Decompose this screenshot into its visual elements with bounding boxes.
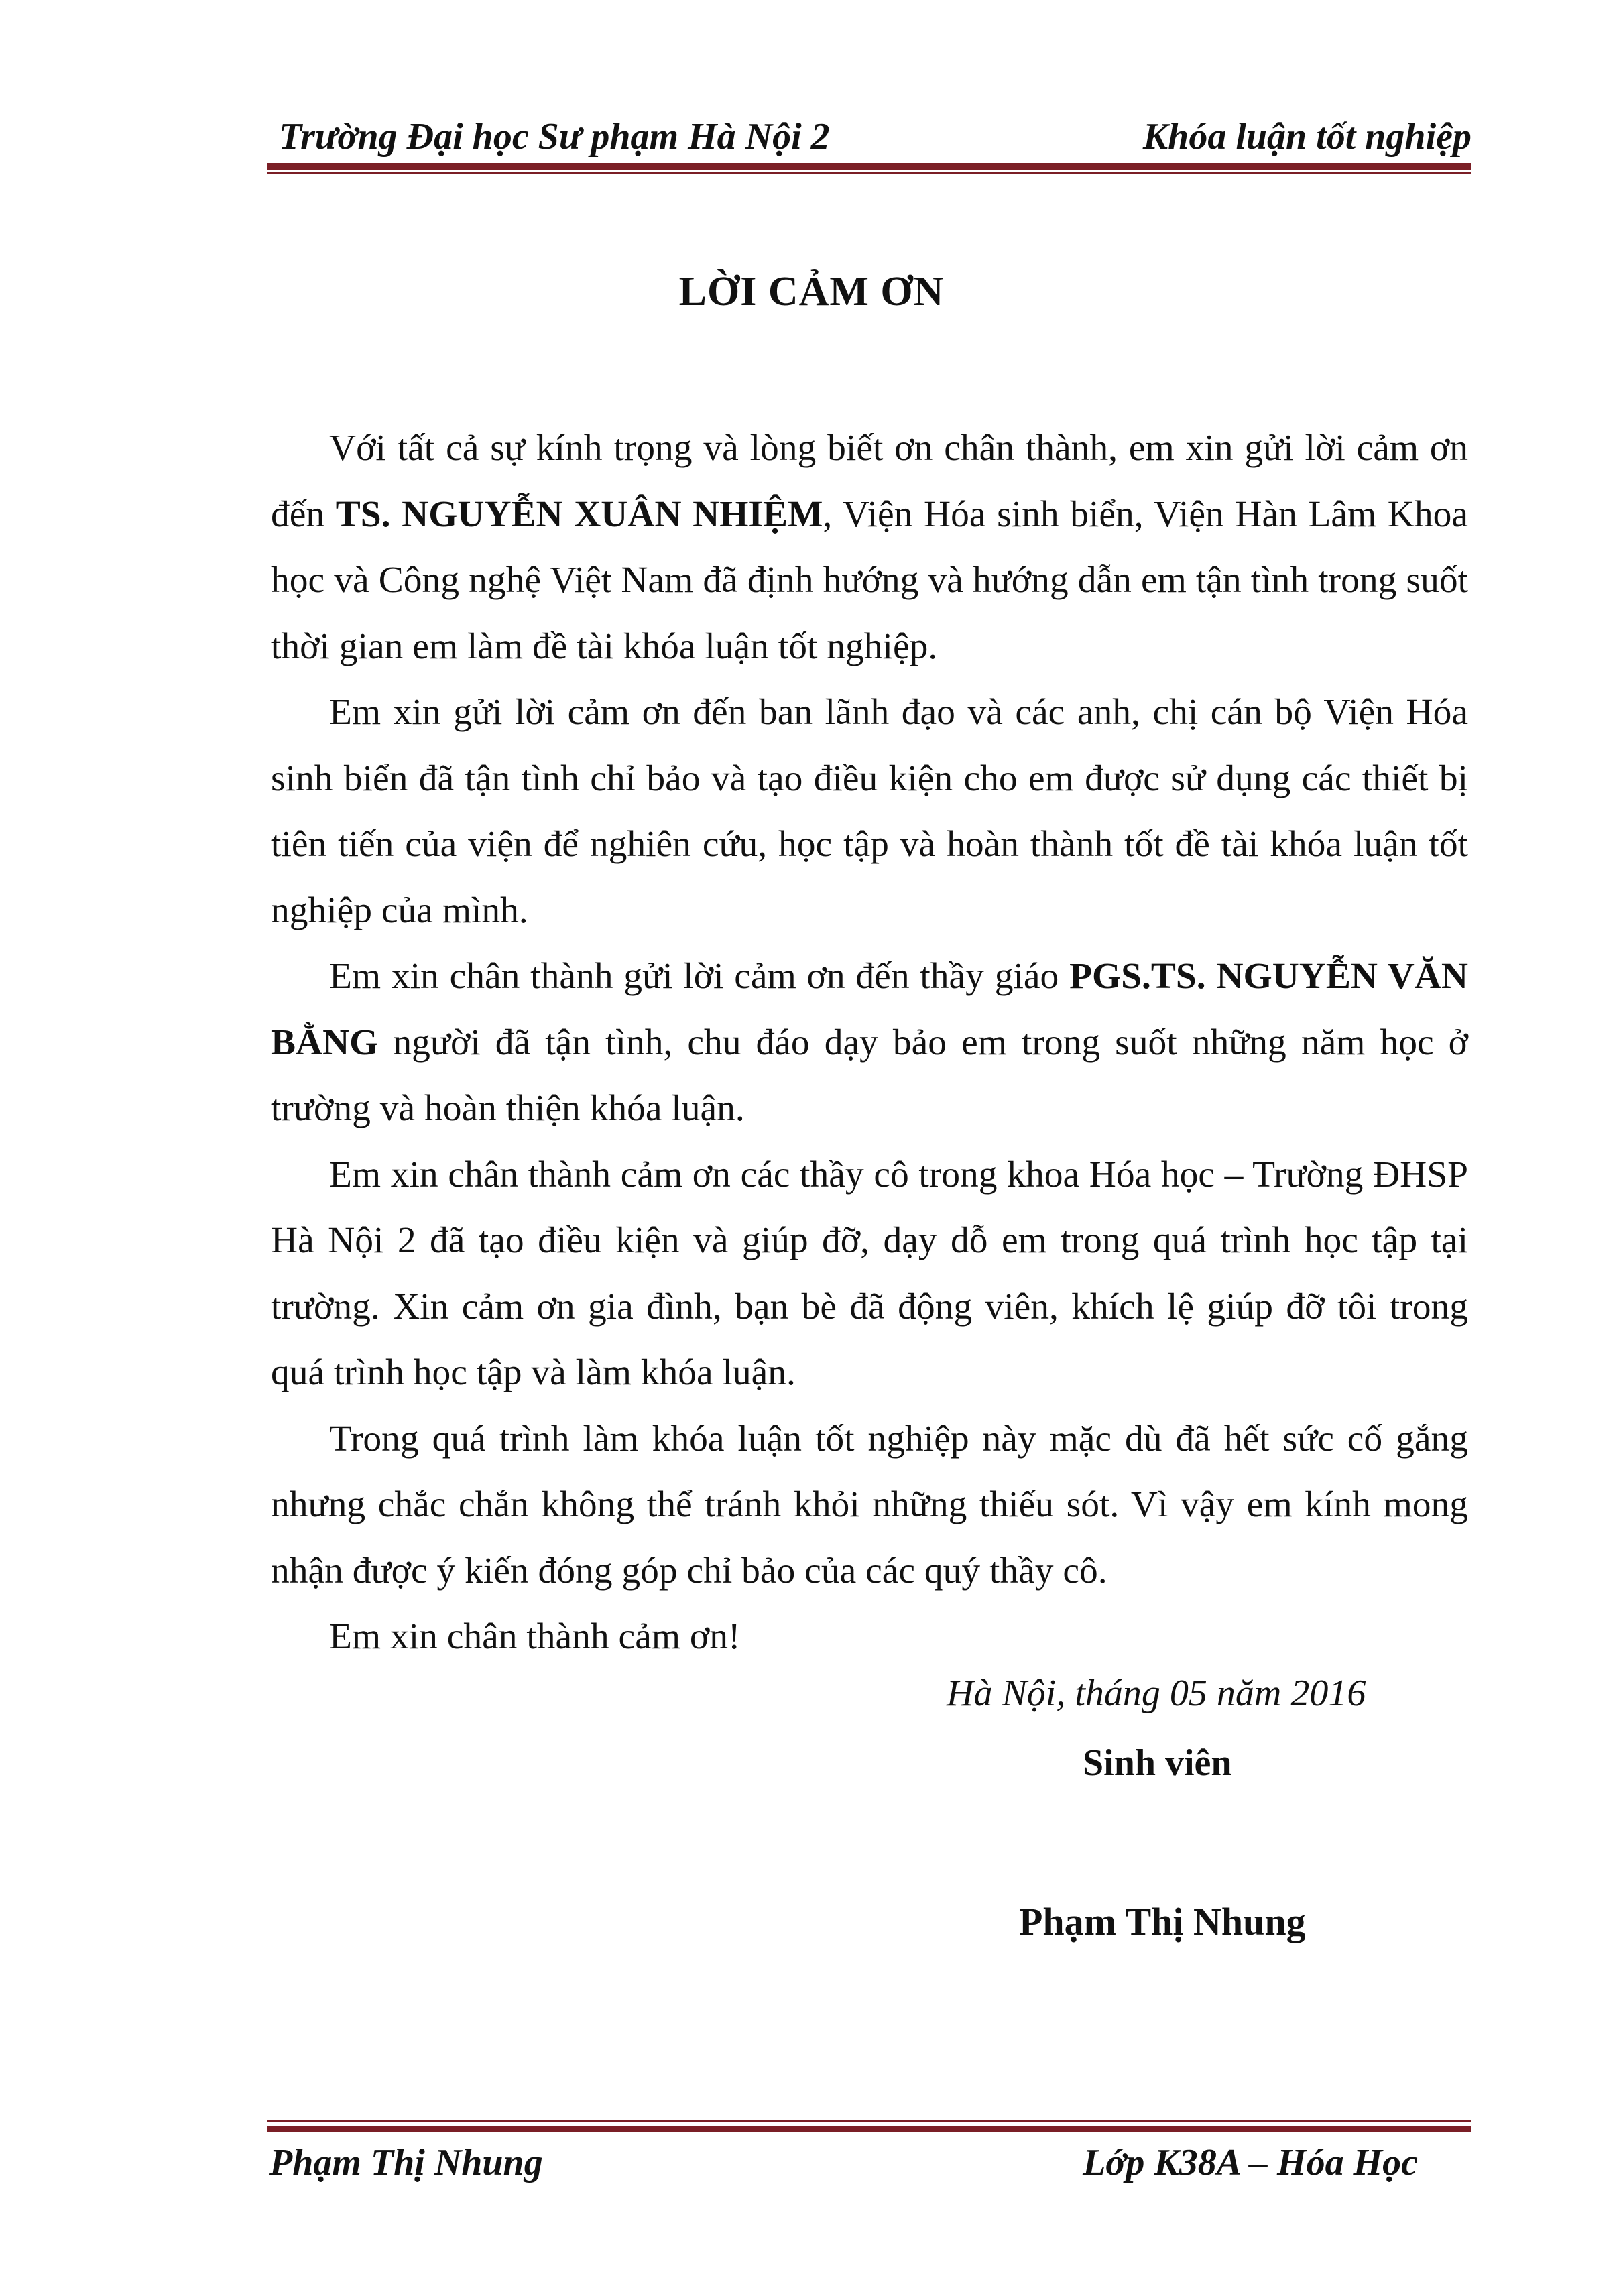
footer-class: Lớp K38A – Hóa Học [1083,2142,1418,2183]
acknowledgement-body [271,416,1468,1671]
paragraph-6: Em xin chân thành cảm ơn! [329,1616,741,1657]
paragraph-5: Trong quá trình làm khóa luận tốt nghiệp này mặc dù đã hết sức cố gắng nhưng chắc chắn không thể tránh khỏi những thiếu sót. Vì vậy em kính mong nhận được ý kiến đóng góp chỉ bảo của các quý thầy cô. [271,1418,1468,1591]
paragraph-3-text-b: người đã tận tình, chu đáo dạy bảo em trong suốt những năm học ở trường và hoàn thiện khóa luận. [271,1022,1468,1129]
footer-rule-thin [267,2120,1471,2122]
paragraph-1 [271,416,1468,680]
signature-name: Phạm Thị Nhung [1019,1900,1306,1943]
supervisor-name: TS. NGUYỄN XUÂN NHIỆM [335,493,823,535]
paragraph-2: Em xin gửi lời cảm ơn đến ban lãnh đạo và các anh, chị cán bộ Viện Hóa sinh biển đã tận tình chỉ bảo và tạo điều kiện cho em được sử dụng các thiết bị tiên tiến của viện để nghiên cứu, học tập và hoàn thành tốt đề tài khóa luận tốt nghiệp của mình. [271,692,1468,931]
paragraph-3 [271,944,1468,1142]
paragraph-4: Em xin chân thành cảm ơn các thầy cô trong khoa Hóa học – Trường ĐHSP Hà Nội 2 đã tạo điều kiện và giúp đỡ, dạy dỗ em trong quá trình học tập tại trường. Xin cảm ơn gia đình, bạn bè đã động viên, khích lệ giúp đỡ tôi trong quá trình học tập và làm khóa luận. [271,1154,1468,1393]
footer-rule-thick [267,2126,1471,2132]
signature-role: Sinh viên [1083,1742,1232,1784]
teacher-name: PGS.TS. NGUYỄN VĂN BẰNG [271,956,1468,1063]
footer-author: Phạm Thị Nhung [269,2142,543,2183]
signature-place-date: Hà Nội, tháng 05 năm 2016 [947,1673,1366,1714]
header-document-type: Khóa luận tốt nghiệp [1142,116,1471,158]
paragraph-1-text-b: , Viện Hóa sinh biển, Viện Hàn Lâm Khoa học và Công nghệ Việt Nam đã định hướng và hướng dẫn em tận tình trong suốt thời gian em làm đề tài khóa luận tốt nghiệp. [271,493,1469,667]
paragraph-1-text-a: Với tất cả sự kính trọng và lòng biết ơn chân thành, em xin gửi lời cảm ơn đến [271,428,1468,535]
header-rule-thick [267,163,1471,170]
page-header [267,106,1471,160]
header-university: Trường Đại học Sư phạm Hà Nội 2 [279,116,830,158]
paragraph-3-text-a: Em xin chân thành gửi lời cảm ơn đến thầy giáo [329,956,1070,997]
page-title: LỜI CẢM ƠN [678,269,945,314]
header-rule-thin [267,172,1471,174]
